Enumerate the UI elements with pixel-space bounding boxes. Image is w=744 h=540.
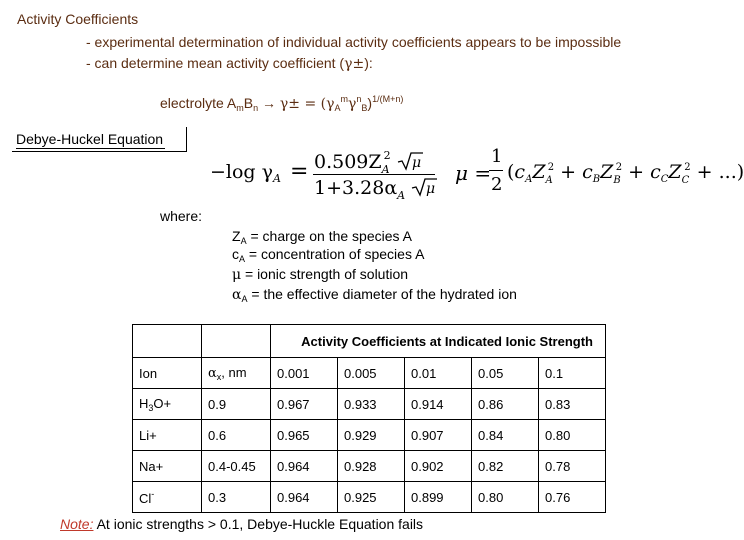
svg-text:μ: μ <box>411 155 421 171</box>
electrolyte-sub-a: A <box>334 103 341 113</box>
activity-coefficients-table <box>132 324 606 513</box>
table-cell: 0.6 <box>202 420 271 451</box>
table-cell: Na+ <box>133 451 202 482</box>
alpha-symbol: α <box>208 365 217 381</box>
note-label: Note: <box>60 516 94 532</box>
table-cell: 0.902 <box>405 451 472 482</box>
note-text: At ionic strengths > 0.1, Debye-Huckle Equation fails <box>93 516 424 532</box>
definition-concentration <box>232 246 424 264</box>
table-cell: 0.82 <box>472 451 539 482</box>
eq-num-sup: 2 <box>383 149 391 162</box>
eq-lhs-sub: A <box>273 172 281 185</box>
eq-sum-terms: ($c_AZA2 + c_BZB2 + c_CZC2$ + ...) <box>507 161 744 186</box>
eq-mu-lhs: μ = <box>455 161 492 185</box>
def-sym: c <box>232 246 239 262</box>
ionic-strength-equation <box>455 146 744 202</box>
electrolyte-m: m <box>236 103 244 113</box>
def-text: = the effective diameter of the hydrated ion <box>247 286 517 302</box>
table-cell: 0.925 <box>338 482 405 513</box>
svg-text:μ: μ <box>426 181 436 197</box>
table-cell: Li+ <box>133 420 202 451</box>
def-sym: Z <box>232 228 241 244</box>
electrolyte-sub-b: B <box>361 103 368 113</box>
page-title: Activity Coefficients <box>17 11 139 27</box>
table-cell: Cl- <box>133 482 202 513</box>
where-label: where: <box>160 208 203 224</box>
table-cell: 0.929 <box>338 420 405 451</box>
def-text: = ionic strength of solution <box>241 266 409 282</box>
table-row <box>133 451 606 482</box>
table-cell: 0.933 <box>338 389 405 420</box>
eq-num-sub: A <box>381 163 390 176</box>
bullet-mean-tail: ): <box>364 55 373 71</box>
table-cell: 0.76 <box>539 482 606 513</box>
table-cell: 0.914 <box>405 389 472 420</box>
alpha-unit: , nm <box>221 364 247 380</box>
def-sub: A <box>240 236 247 246</box>
eq-neg-log: −log γ <box>210 161 273 183</box>
eq-numerator <box>314 149 423 176</box>
header-ionic-strength: 0.1 <box>539 358 606 389</box>
header-ionic-strength: 0.001 <box>271 358 338 389</box>
electrolyte-gamma: γ <box>348 96 357 112</box>
eq-half-bar <box>489 170 503 171</box>
table-cell: 0.928 <box>338 451 405 482</box>
electrolyte-line <box>160 94 403 113</box>
sqrt-mu-icon-2 <box>411 177 437 197</box>
electrolyte-n: n <box>253 103 259 113</box>
table-cell: 0.907 <box>405 420 472 451</box>
table-cell <box>133 325 202 358</box>
table-cell: 0.80 <box>472 482 539 513</box>
table-cell: 0.86 <box>472 389 539 420</box>
table-cell: 0.4-0.45 <box>202 451 271 482</box>
table-cell: 0.83 <box>539 389 606 420</box>
table-row <box>133 482 606 513</box>
def-sub: A <box>241 294 248 304</box>
electrolyte-prefix: electrolyte A <box>160 95 237 111</box>
eq-half-den: 2 <box>491 174 503 195</box>
table-cell: 0.9 <box>202 389 271 420</box>
eq-equals: = <box>290 159 309 184</box>
header-ionic-strength: 0.01 <box>405 358 472 389</box>
table-caption: Activity Coefficients at Indicated Ionic Strength <box>271 325 606 358</box>
debye-huckel-equation <box>210 149 436 204</box>
def-text: = charge on the species A <box>246 228 412 244</box>
eq-den-text: 1+3.28α <box>314 177 398 199</box>
table-cell: 0.964 <box>271 451 338 482</box>
electrolyte-close: ) <box>367 95 373 111</box>
header-ion: Ion <box>133 358 202 389</box>
gamma-pm-symbol: γ± <box>344 56 365 72</box>
bullet-mean-activity <box>86 55 373 72</box>
electrolyte-sup-m: m <box>340 94 348 104</box>
header-ionic-strength: 0.05 <box>472 358 539 389</box>
electrolyte-sup-n: n <box>356 94 362 104</box>
def-text: = concentration of species A <box>245 246 425 262</box>
table-cell: 0.3 <box>202 482 271 513</box>
table-cell: 0.80 <box>539 420 606 451</box>
eq-num-text: 0.509Z <box>314 151 382 173</box>
electrolyte-eq: = (γ <box>300 96 335 112</box>
table-cell <box>202 325 271 358</box>
table-cell: $H_3O+$ <box>133 389 202 420</box>
table-caption-row <box>133 325 606 358</box>
sqrt-mu-icon <box>397 151 423 171</box>
table-row <box>133 420 606 451</box>
table-row <box>133 389 606 420</box>
electrolyte-exponent: 1/(M+n) <box>372 94 404 104</box>
definition-diameter <box>232 286 517 304</box>
table-cell: 0.78 <box>539 451 606 482</box>
header-ionic-strength: 0.005 <box>338 358 405 389</box>
table-cell: 0.967 <box>271 389 338 420</box>
def-sub: A <box>239 254 246 264</box>
definition-ionic-strength <box>232 266 408 283</box>
definition-charge <box>232 228 412 246</box>
bullet-impossible: - experimental determination of individual activity coefficients appears to be impossible <box>86 34 622 50</box>
eq-half-num: 1 <box>491 146 503 167</box>
electrolyte-b: B <box>243 95 254 111</box>
table-header-row <box>133 358 606 389</box>
electrolyte-gamma-pm: γ± <box>279 96 301 112</box>
eq-denominator <box>314 177 437 202</box>
footer-note <box>60 516 423 532</box>
eq-lhs <box>210 161 281 185</box>
table-cell: 0.899 <box>405 482 472 513</box>
arrow-icon: → <box>262 95 277 111</box>
table-cell: 0.84 <box>472 420 539 451</box>
header-alpha <box>202 358 271 389</box>
bullet-mean-text: - can determine mean activity coefficient ( <box>86 55 345 71</box>
def-sym: μ <box>232 267 242 283</box>
eq-den-sub: A <box>397 189 406 202</box>
table-cell: 0.965 <box>271 420 338 451</box>
debye-huckel-label: Debye-Huckel Equation <box>16 131 164 147</box>
def-sym: α <box>232 287 242 303</box>
table-cell: 0.964 <box>271 482 338 513</box>
alpha-sub: x <box>216 371 222 382</box>
eq-fraction-bar <box>313 174 435 175</box>
